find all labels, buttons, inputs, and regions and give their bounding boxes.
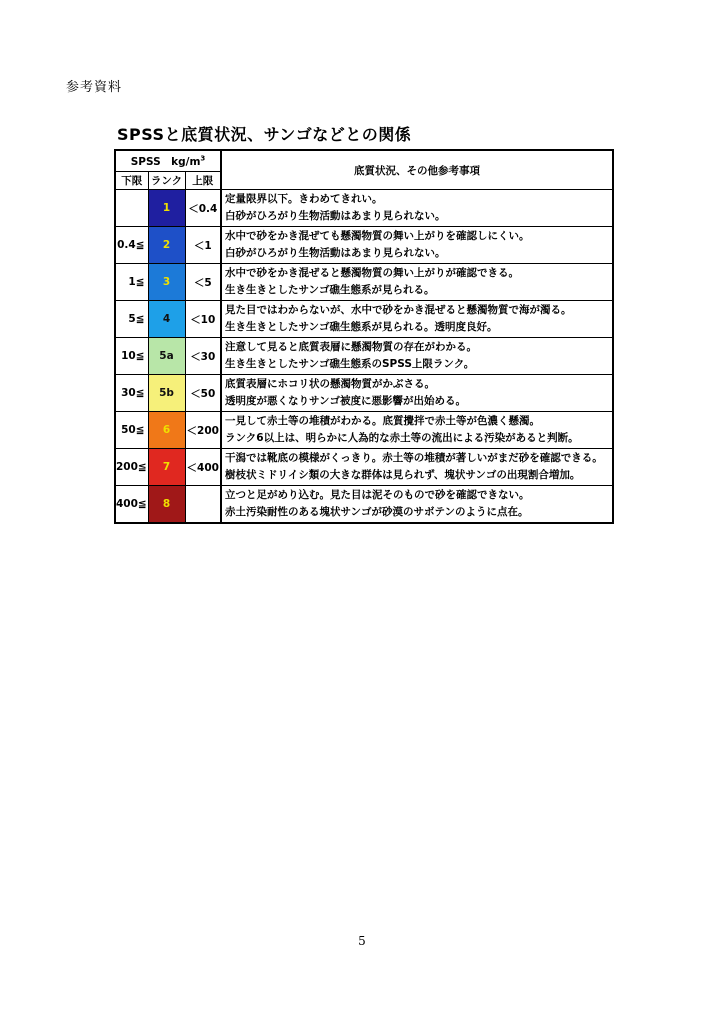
notes-line: 赤土汚染耐性のある塊状サンゴが砂漠のサボテンのように点在。	[225, 506, 529, 518]
notes-line: 見た目ではわからないが、水中で砂をかき混ぜると懸濁物質で海が濁る。	[225, 304, 572, 316]
notes-line: 樹枝状ミドリイシ類の大きな群体は見られず、塊状サンゴの出現割合増加。	[225, 469, 581, 481]
table-header-row	[115, 150, 613, 172]
upper-limit: ＜200	[185, 412, 221, 449]
notes-line: 水中で砂をかき混ぜると懸濁物質の舞い上がりが確認できる。	[225, 267, 520, 279]
upper-limit: ＜5	[185, 264, 221, 301]
lower-header: 下限	[115, 172, 148, 190]
unit-superscript: 3	[200, 154, 206, 162]
rank-cell: 1	[148, 190, 185, 227]
notes-cell	[221, 264, 613, 301]
notes-line: 注意して見ると底質表層に懸濁物質の存在がわかる。	[225, 341, 478, 353]
rank-cell: 4	[148, 301, 185, 338]
notes-cell	[221, 449, 613, 486]
notes-line: ランク6以上は、明らかに人為的な赤土等の流出による汚染があると判断。	[225, 432, 579, 444]
notes-line: 一見して赤土等の堆積がわかる。底質攪拌で赤土等が色濃く懸濁。	[225, 415, 541, 427]
table-row	[115, 412, 613, 449]
notes-line: 生き生きとしたサンゴ礁生態系が見られる。透明度良好。	[225, 321, 498, 333]
table-row	[115, 375, 613, 412]
lower-limit	[115, 190, 148, 227]
rank-cell: 7	[148, 449, 185, 486]
notes-line: 底質表層にホコリ状の懸濁物質がかぶさる。	[225, 378, 436, 390]
notes-cell	[221, 190, 613, 227]
lower-limit: 400≦	[115, 486, 148, 524]
upper-limit: ＜400	[185, 449, 221, 486]
upper-limit: ＜50	[185, 375, 221, 412]
lower-limit: 30≦	[115, 375, 148, 412]
notes-cell	[221, 301, 613, 338]
rank-cell: 6	[148, 412, 185, 449]
unit-label: SPSS kg/m	[130, 155, 201, 168]
notes-cell	[221, 338, 613, 375]
notes-cell	[221, 227, 613, 264]
table-row	[115, 486, 613, 524]
notes-header: 底質状況、その他参考事項	[221, 150, 613, 190]
lower-limit: 50≦	[115, 412, 148, 449]
lower-limit: 1≦	[115, 264, 148, 301]
upper-limit: ＜1	[185, 227, 221, 264]
notes-line: 生き生きとしたサンゴ礁生態系のSPSS上限ランク。	[225, 358, 475, 370]
notes-line: 干潟では靴底の模様がくっきり。赤土等の堆積が著しいがまだ砂を確認できる。	[225, 452, 603, 464]
rank-cell: 5a	[148, 338, 185, 375]
upper-limit: ＜0.4	[185, 190, 221, 227]
unit-header	[115, 150, 221, 172]
table-row	[115, 449, 613, 486]
rank-cell: 2	[148, 227, 185, 264]
upper-limit: ＜10	[185, 301, 221, 338]
upper-header: 上限	[185, 172, 221, 190]
notes-line: 白砂がひろがり生物活動はあまり見られない。	[225, 247, 446, 259]
table-row	[115, 227, 613, 264]
rank-header: ランク	[148, 172, 185, 190]
lower-limit: 5≦	[115, 301, 148, 338]
document-title: SPSSと底質状況、サンゴなどとの関係	[117, 125, 412, 144]
upper-limit	[185, 486, 221, 524]
table-row	[115, 264, 613, 301]
rank-cell: 8	[148, 486, 185, 524]
notes-line: 水中で砂をかき混ぜても懸濁物質の舞い上がりを確認しにくい。	[225, 230, 530, 242]
notes-line: 生き生きとしたサンゴ礁生態系が見られる。	[225, 284, 435, 296]
lower-limit: 0.4≦	[115, 227, 148, 264]
page-number: 5	[358, 934, 366, 948]
header-label: 参考資料	[66, 80, 123, 95]
table-row	[115, 301, 613, 338]
notes-line: 立つと足がめり込む。見た目は泥そのもので砂を確認できない。	[225, 489, 530, 501]
rank-cell: 3	[148, 264, 185, 301]
upper-limit: ＜30	[185, 338, 221, 375]
spss-table	[114, 149, 614, 524]
notes-cell	[221, 486, 613, 524]
lower-limit: 200≦	[115, 449, 148, 486]
table-row	[115, 190, 613, 227]
notes-cell	[221, 412, 613, 449]
lower-limit: 10≦	[115, 338, 148, 375]
table-row	[115, 338, 613, 375]
notes-cell	[221, 375, 613, 412]
notes-line: 白砂がひろがり生物活動はあまり見られない。	[225, 210, 446, 222]
notes-line: 透明度が悪くなりサンゴ被度に悪影響が出始める。	[225, 395, 466, 407]
rank-cell: 5b	[148, 375, 185, 412]
notes-line: 定量限界以下。きわめてきれい。	[225, 193, 383, 205]
